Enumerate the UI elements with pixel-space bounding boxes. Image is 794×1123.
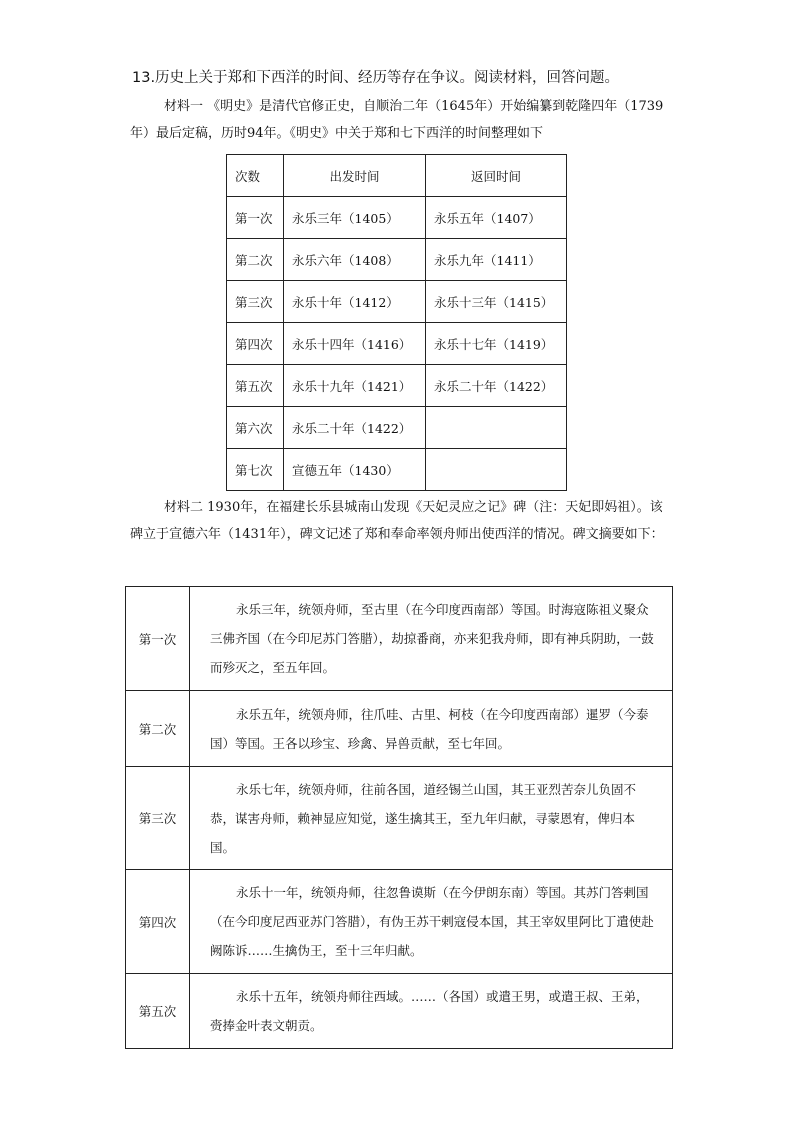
- header-return: 返回时间: [426, 155, 567, 197]
- return-time: 永乐五年（1407）: [426, 197, 567, 239]
- voyage-label: 第四次: [126, 870, 190, 974]
- header-count: 次数: [227, 155, 284, 197]
- question-title: 13.历史上关于郑和下西洋的时间、经历等存在争议。阅读材料，回答问题。: [132, 70, 620, 86]
- return-time: 永乐十七年（1419）: [426, 323, 567, 365]
- return-time: 永乐九年（1411）: [426, 239, 567, 281]
- return-time: 永乐二十年（1422）: [426, 365, 567, 407]
- voyage-time-table: [226, 154, 567, 491]
- voyage-number: 第六次: [227, 407, 284, 449]
- depart-time: 宣德五年（1430）: [284, 449, 426, 491]
- material2-intro: [130, 494, 670, 548]
- depart-time: 永乐十年（1412）: [284, 281, 426, 323]
- voyage-label: 第三次: [126, 767, 190, 870]
- material1-intro: [130, 93, 670, 147]
- table-row: [126, 974, 673, 1049]
- inscription-table: [125, 586, 673, 1049]
- depart-time: 永乐三年（1405）: [284, 197, 426, 239]
- table-row: [227, 449, 567, 491]
- voyage-number: 第七次: [227, 449, 284, 491]
- inscription-text: 永乐十一年，统领舟师，往忽鲁谟斯（在今伊朗东南）等国。其苏门答剌国（在今印度尼西亚苏门答腊），有伪王苏干剌寇侵本国，其王宰奴里阿比丁遣使赴阙陈诉……生擒伪王，至十三年归献。: [190, 870, 673, 974]
- voyage-number: 第三次: [227, 281, 284, 323]
- voyage-number: 第五次: [227, 365, 284, 407]
- table-header-row: [227, 155, 567, 197]
- table-row: [227, 365, 567, 407]
- inscription-text: 永乐七年，统领舟师，往前各国，道经锡兰山国，其王亚烈苦奈儿负固不恭，谋害舟师，赖神显应知觉，遂生擒其王，至九年归献，寻蒙恩宥，俾归本国。: [190, 767, 673, 870]
- return-time: 永乐十三年（1415）: [426, 281, 567, 323]
- inscription-text: 永乐三年，统领舟师，至古里（在今印度西南部）等国。时海寇陈祖义聚众三佛齐国（在今印尼苏门答腊），劫掠番商，亦来犯我舟师，即有神兵阴助，一鼓而殄灭之，至五年回。: [190, 587, 673, 691]
- depart-time: 永乐二十年（1422）: [284, 407, 426, 449]
- table-row: [126, 767, 673, 870]
- inscription-text: 永乐十五年，统领舟师往西域。……（各国）或遣王男，或遣王叔、王弟，赍捧金叶表文朝贡。: [190, 974, 673, 1049]
- depart-time: 永乐十九年（1421）: [284, 365, 426, 407]
- voyage-label: 第五次: [126, 974, 190, 1049]
- material2-intro-text: 材料二 1930年，在福建长乐县城南山发现《天妃灵应之记》碑（注：天妃即妈祖）。该碑立于宣德六年（1431年），碑文记述了郑和奉命率领舟师出使西洋的情况。碑文摘要如下：: [130, 500, 664, 542]
- table-row: [227, 281, 567, 323]
- inscription-text: 永乐五年，统领舟师，往爪哇、古里、柯枝（在今印度西南部）暹罗（今泰国）等国。王各以珍宝、珍禽、异兽贡献，至七年回。: [190, 691, 673, 767]
- table-row: [227, 239, 567, 281]
- table-row: [227, 323, 567, 365]
- return-time: [426, 449, 567, 491]
- table-row: [227, 407, 567, 449]
- voyage-number: 第二次: [227, 239, 284, 281]
- voyage-number: 第一次: [227, 197, 284, 239]
- voyage-number: 第四次: [227, 323, 284, 365]
- voyage-label: 第二次: [126, 691, 190, 767]
- return-time: [426, 407, 567, 449]
- table-row: [126, 870, 673, 974]
- depart-time: 永乐六年（1408）: [284, 239, 426, 281]
- table-row: [227, 197, 567, 239]
- table-row: [126, 691, 673, 767]
- header-depart: 出发时间: [284, 155, 426, 197]
- table-row: [126, 587, 673, 691]
- material1-intro-text: 材料一 《明史》是清代官修正史，自顺治二年（1645年）开始编纂到乾隆四年（1739年）最后定稿，历时94年。《明史》中关于郑和七下西洋的时间整理如下: [130, 99, 664, 141]
- depart-time: 永乐十四年（1416）: [284, 323, 426, 365]
- voyage-label: 第一次: [126, 587, 190, 691]
